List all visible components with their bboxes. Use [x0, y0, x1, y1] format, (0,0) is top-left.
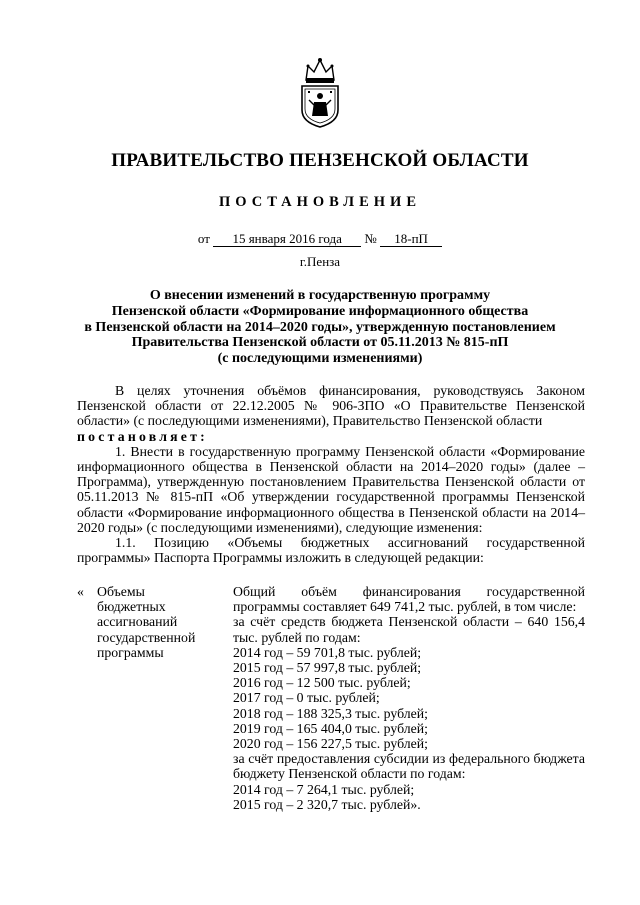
right-cell-line: 2016 год – 12 500 тыс. рублей;: [233, 675, 411, 691]
coat-of-arms-icon: [298, 56, 342, 128]
resolves-word: постановляет:: [77, 428, 208, 444]
right-cell-line: 2014 год – 7 264,1 тыс. рублей;: [233, 781, 415, 797]
opening-quote: «: [77, 584, 84, 599]
left-cell-line: Объемы: [97, 584, 145, 599]
item-1-paragraph: 1. Внести в государственную программу Пензенской области «Формирование информационного общества в Пензенской области на 2014–2020 годы» (далее – Программа), утвержденную постановлением Правительства Пензенской области от 05.11.2013 № 815-пП «Об утверждении государственной программы Пензенской области «Формирование информационного общества в Пензенской области на 2014–2020 годы» (с последующими изменениями), следующие изменения:: [77, 443, 585, 535]
subject-line: О внесении изменений в государственную программу: [149, 288, 491, 303]
right-cell-line: 2015 год – 2 320,7 тыс. рублей».: [233, 796, 421, 812]
preamble-paragraph: В целях уточнения объёмов финансирования, руководствуясь Законом Пензенской области от 22.12.2005 № 906-ЗПО «О Правительстве Пензенской области» (с последующими изменениями), Правительство Пензенской области: [77, 383, 585, 429]
city: г.Пенза: [299, 254, 341, 269]
left-cell-line: бюджетных: [97, 599, 166, 615]
subject-line: в Пензенской области на 2014–2020 годы», утвержденную постановлением: [84, 319, 556, 335]
right-cell-line: за счёт предоставления субсидии из федерального бюджета бюджету Пензенской области по годам:: [233, 751, 585, 782]
table-right-cell: [233, 584, 585, 812]
left-cell-line: ассигнований: [97, 614, 178, 630]
government-title: ПРАВИТЕЛЬСТВО ПЕНЗЕНСКОЙ ОБЛАСТИ: [111, 150, 529, 171]
right-cell-line: 2014 год – 59 701,8 тыс. рублей;: [233, 644, 422, 660]
right-cell-line: 2018 год – 188 325,3 тыс. рублей;: [233, 705, 428, 721]
date-line: [0, 231, 640, 247]
subject-line: Правительства Пензенской области от 05.11.2013 № 815-пП: [131, 335, 509, 351]
document-date: 15 января 2016 года: [213, 232, 361, 247]
right-cell-line: 2015 год – 57 997,8 тыс. рублей;: [233, 660, 422, 676]
item-1-1-paragraph: 1.1. Позицию «Объемы бюджетных ассигнований государственной программы» Паспорта Программы изложить в следующей редакции:: [77, 535, 585, 566]
number-sign: №: [364, 231, 377, 246]
date-prefix: от: [197, 231, 210, 246]
left-cell-line: программы: [97, 644, 164, 660]
document-subject: [0, 288, 640, 367]
right-cell-line: за счёт средств бюджета Пензенской области – 640 156,4 тыс. рублей по годам:: [233, 614, 585, 645]
table-left-cell: [97, 584, 217, 660]
document-body: [77, 383, 585, 565]
right-cell-line: 2017 год – 0 тыс. рублей;: [233, 690, 380, 706]
document-number: 18-пП: [380, 232, 442, 247]
subject-line: (с последующими изменениями): [217, 351, 423, 367]
left-cell-line: государственной: [97, 629, 196, 645]
right-cell-line: Общий объём финансирования государственной программы составляет 649 741,2 тыс. рублей, в том числе:: [233, 584, 585, 615]
right-cell-line: 2019 год – 165 404,0 тыс. рублей;: [233, 720, 428, 736]
subject-line: Пензенской области «Формирование информационного общества: [111, 303, 529, 319]
document-type: ПОСТАНОВЛЕНИЕ: [218, 194, 421, 210]
right-cell-line: 2020 год – 156 227,5 тыс. рублей;: [233, 736, 428, 752]
